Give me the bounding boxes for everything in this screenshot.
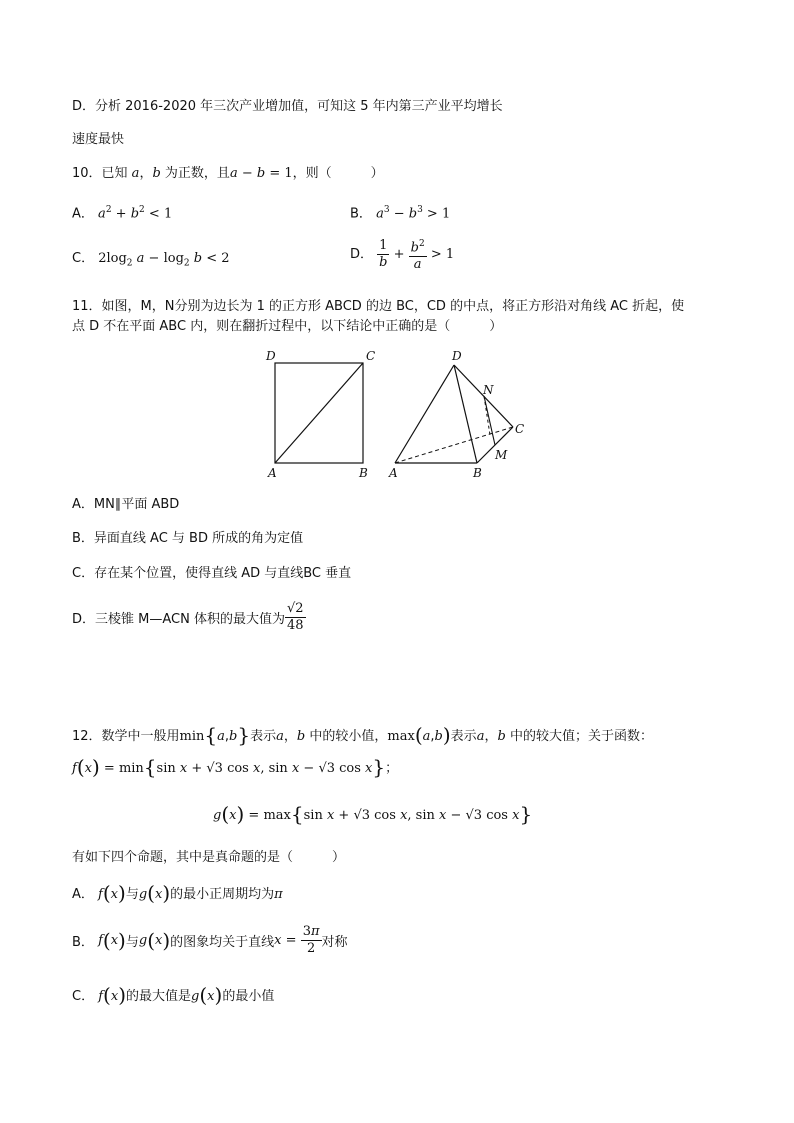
q10-option-a: A． $a^2 + b^2 < 1$ xyxy=(72,205,173,222)
square-figure xyxy=(265,349,375,480)
q11-figure xyxy=(255,345,545,485)
label-c-right: C xyxy=(515,422,525,436)
q10-option-c: C． $2\log_2$ $a - \log_2 b < 2$ xyxy=(72,251,230,269)
q11-option-d: D．三棱锥 M—ACN 体积的最大值为 $\frac{√2}{48}$ xyxy=(72,601,304,633)
label-d-left: D xyxy=(266,349,276,363)
label-n-right: N xyxy=(483,383,494,397)
label-a-left: A xyxy=(268,466,277,480)
q11-stem-line1: 11．如图，M，N分别为边长为 1 的正方形 ABCD 的边 BC，CD 的中点，将正方形沿对角线 AC 折起，使 xyxy=(72,299,685,314)
q12-f-definition: f(x) = min{sin x + √3 cos x, sin x − √3 cos x}； xyxy=(72,755,399,779)
q12-option-c: C． f(x)的最大值是g(x)的最小值 xyxy=(72,983,275,1007)
q11-option-c: C．存在某个位置，使得直线 AD 与直线BC 垂直 xyxy=(72,566,352,581)
label-b-left: B xyxy=(359,466,368,480)
q12-option-b: B． f(x)与g(x)的图象均关于直线x = $\frac{3\pi}{2}$ 对称 xyxy=(72,924,348,956)
label-m-right: M xyxy=(495,448,508,462)
q12-prompt: 有如下四个命题，其中是真命题的是（ ） xyxy=(72,850,346,865)
folded-figure xyxy=(388,349,524,480)
q10-stem: 10．已知 a，b 为正数，且a − b = 1，则（ ） xyxy=(72,166,384,181)
q10-option-b: B． $a^3 - b^3 > 1$ xyxy=(350,205,451,222)
label-d-right: D xyxy=(452,349,462,363)
q9-option-d-line2: 速度最快 xyxy=(72,132,125,147)
q11-option-b: B．异面直线 AC 与 BD 所成的角为定值 xyxy=(72,531,304,546)
q10-option-d: D． $\frac{1}{b}$ + $\frac{b^2}{a}$ > 1 xyxy=(350,236,454,273)
q12-option-a: A． f(x)与g(x)的最小正周期均为π xyxy=(72,881,283,905)
q11-stem-line2: 点 D 不在平面 ABC 内，则在翻折过程中，以下结论中正确的是（ ） xyxy=(72,319,503,334)
q9-option-d-line1: D．分析 2016-2020 年三次产业增加值，可知这 5 年内第三产业平均增长 xyxy=(72,99,503,114)
label-b-right: B xyxy=(473,466,482,480)
q12-g-definition: g(x) = max{sin x + √3 cos x, sin x − √3 cos x} xyxy=(213,802,533,826)
q12-stem: 12．数学中一般用min{a,b}表示a，b 中的较小值，max(a,b)表示a，b 中的较大值；关于函数： xyxy=(72,723,653,747)
label-a-right: A xyxy=(389,466,398,480)
label-c-left: C xyxy=(366,349,376,363)
q11-option-a: A．MN∥平面 ABD xyxy=(72,497,180,512)
